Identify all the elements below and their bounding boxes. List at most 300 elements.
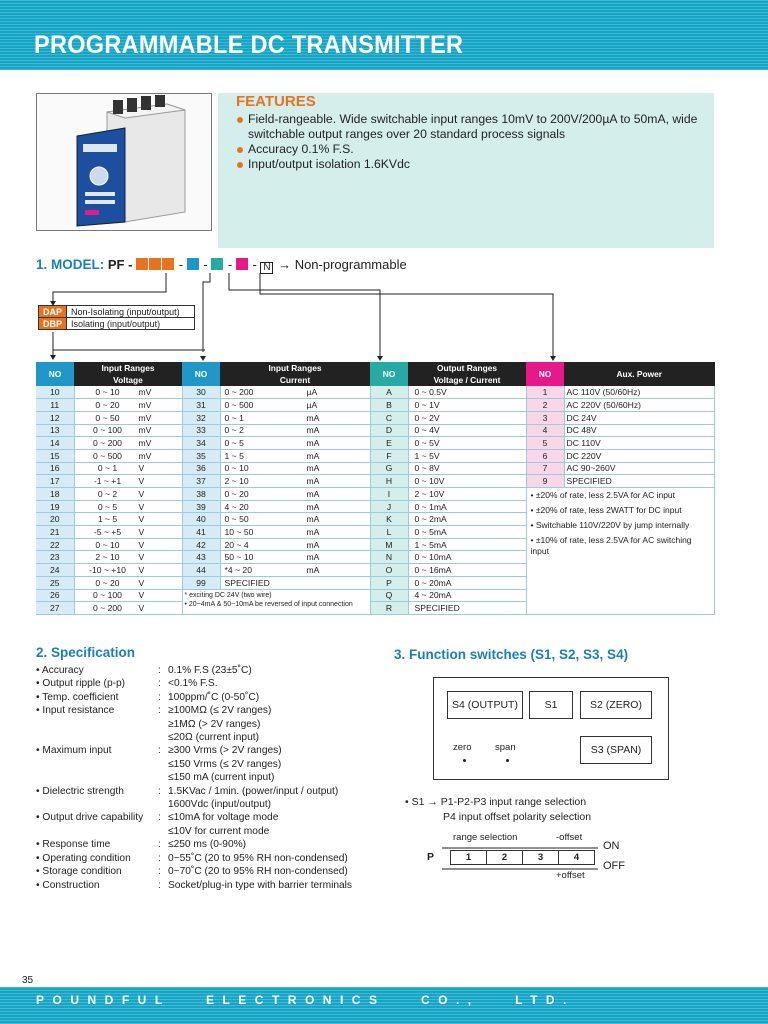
current-value: 0 ~ 200	[224, 387, 254, 398]
output-range: 4 ~ 20mA	[408, 589, 526, 602]
voltage-value: 0 ~ 20	[95, 400, 120, 411]
model-separator: -	[178, 257, 184, 272]
spec-colon: :	[158, 705, 161, 717]
voltage-no: 22	[36, 538, 74, 551]
spec-value: ≤10mA for voltage mode	[168, 812, 279, 824]
voltage-range	[74, 576, 182, 589]
spec-row	[36, 798, 352, 811]
voltage-unit: V	[138, 463, 145, 474]
output-range: 0 ~ 10V	[408, 475, 526, 488]
output-range: 0 ~ 20mA	[408, 576, 526, 589]
current-no: 43	[182, 551, 220, 564]
func-heading: 3. Function switches (S1, S2, S3, S4)	[394, 647, 629, 662]
current-unit: mA	[306, 412, 320, 423]
voltage-value: 0 ~ 10	[95, 539, 120, 550]
s2-zero-switch: S2 (ZERO)	[580, 691, 652, 719]
current-range	[220, 399, 370, 412]
current-value: 20 ~ 4	[224, 539, 249, 550]
voltage-unit: V	[138, 539, 145, 550]
spec-key	[36, 718, 158, 731]
spec-value: 0~70˚C (20 to 95% RH non-condensed)	[168, 866, 348, 878]
aux-notes	[526, 488, 715, 615]
spec-value: Socket/plug-in type with barrier terminals	[168, 879, 353, 891]
spec-colon	[158, 758, 168, 771]
col-input-current: Input Ranges Current	[220, 362, 370, 386]
output-no: I	[370, 488, 408, 501]
voltage-value: 0 ~ 20	[95, 577, 120, 588]
spec-value: 1.5KVac / 1min. (power/input / output)	[168, 785, 339, 797]
aux-no: 7	[526, 462, 564, 475]
voltage-unit: mV	[138, 425, 152, 436]
output-range: 0 ~ 1V	[408, 399, 526, 412]
spec-colon: :	[158, 785, 161, 797]
current-no: 30	[182, 386, 220, 399]
spec-key	[36, 758, 158, 771]
output-range: 0 ~ 8V	[408, 462, 526, 475]
voltage-unit: V	[138, 488, 145, 499]
voltage-no: 20	[36, 513, 74, 526]
current-range	[220, 500, 370, 513]
voltage-unit: V	[138, 526, 145, 537]
aux-no: 5	[526, 437, 564, 450]
voltage-no: 23	[36, 551, 74, 564]
output-range: 0 ~ 0.5V	[408, 386, 526, 399]
model-separator: -	[227, 257, 233, 272]
output-range: 0 ~ 5V	[408, 437, 526, 450]
dip-position: 1	[451, 851, 487, 865]
voltage-range	[74, 589, 182, 602]
current-unit: µA	[306, 400, 318, 411]
output-range: 1 ~ 5mA	[408, 538, 526, 551]
spec-table	[36, 664, 352, 892]
output-no: L	[370, 526, 408, 539]
function-switches-section	[394, 647, 714, 662]
table-row	[36, 386, 715, 399]
on-label: ON	[603, 840, 620, 852]
current-value: 0 ~ 10	[224, 463, 249, 474]
voltage-value: 0 ~ 1	[97, 463, 118, 474]
aux-note: • ±20% of rate, less 2.5VA for AC input	[530, 490, 676, 500]
output-range: 0 ~ 2mA	[408, 513, 526, 526]
col-no: NO	[36, 362, 74, 386]
current-unit: mA	[306, 552, 320, 563]
output-range: 2 ~ 10V	[408, 488, 526, 501]
current-value: 0 ~ 1	[224, 412, 244, 423]
current-value: 0 ~ 2	[224, 425, 244, 436]
current-unit: mA	[306, 438, 320, 449]
output-range: 0 ~ 10mA	[408, 551, 526, 564]
spec-row	[36, 744, 352, 757]
zero-pot	[463, 759, 466, 762]
voltage-no: 15	[36, 449, 74, 462]
current-value: 10 ~ 50	[224, 526, 254, 537]
spec-key: • Dielectric strength	[36, 785, 124, 797]
output-no: K	[370, 513, 408, 526]
voltage-range	[74, 424, 182, 437]
spec-row	[36, 785, 352, 798]
voltage-value: 0 ~ 2	[97, 488, 118, 499]
spec-row	[36, 718, 352, 731]
footer-banner	[0, 987, 768, 1024]
spec-colon: :	[158, 745, 161, 757]
spec-row	[36, 691, 352, 704]
output-range: 0 ~ 2V	[408, 411, 526, 424]
output-range: 0 ~ 16mA	[408, 564, 526, 577]
current-no: 44	[182, 564, 220, 577]
isolation-table	[38, 305, 195, 330]
current-range	[220, 437, 370, 450]
voltage-value: -1 ~ +1	[93, 476, 122, 487]
spec-colon: :	[158, 812, 161, 824]
spec-key	[36, 731, 158, 744]
spec-key: • Storage condition	[36, 866, 122, 878]
spec-key: • Temp. coefficient	[36, 691, 119, 703]
voltage-range	[74, 526, 182, 539]
aux-power: DC 24V	[564, 411, 715, 424]
spec-value: ≥300 Vrms (> 2V ranges)	[168, 745, 282, 757]
spec-key	[36, 771, 158, 784]
output-no: N	[370, 551, 408, 564]
output-no: O	[370, 564, 408, 577]
current-range	[220, 462, 370, 475]
ranges-header-row	[36, 362, 715, 386]
table-row	[36, 475, 715, 488]
current-unit: mA	[306, 526, 320, 537]
model-separator: -	[203, 257, 208, 272]
spec-row	[36, 852, 352, 865]
voltage-no: 13	[36, 424, 74, 437]
ranges-body	[36, 386, 715, 614]
output-no: D	[370, 424, 408, 437]
isolation-code: DAP	[39, 306, 67, 318]
spec-row	[36, 664, 352, 677]
current-value: SPECIFIED	[224, 577, 270, 588]
voltage-value: 1 ~ 5	[97, 514, 118, 525]
aux-power: DC 48V	[564, 424, 715, 437]
voltage-range	[74, 449, 182, 462]
spec-row	[36, 865, 352, 878]
voltage-unit: mV	[138, 412, 152, 423]
current-unit: mA	[306, 539, 320, 550]
voltage-no: 12	[36, 411, 74, 424]
current-value: 50 ~ 10	[224, 552, 254, 563]
spec-key: • Maximum input	[36, 745, 112, 757]
spec-value: ≥1MΩ (> 2V ranges)	[168, 718, 261, 730]
col-aux-power: Aux. Power	[564, 362, 715, 386]
output-no: A	[370, 386, 408, 399]
voltage-unit: mV	[138, 450, 152, 461]
current-value: *4 ~ 20	[224, 564, 252, 575]
current-value: 0 ~ 500	[224, 400, 254, 411]
spec-key: • Response time	[36, 839, 111, 851]
spec-colon	[158, 771, 168, 784]
feature-item: Accuracy 0.1% F.S.	[236, 142, 706, 157]
output-no: J	[370, 500, 408, 513]
voltage-range	[74, 500, 182, 513]
s1-selection-line2: P4 input offset polarity selection	[443, 811, 592, 823]
current-range	[220, 411, 370, 424]
current-unit: mA	[306, 501, 320, 512]
spec-colon: :	[158, 866, 161, 878]
current-unit: mA	[306, 476, 320, 487]
output-range: 0 ~ 1mA	[408, 500, 526, 513]
table-row	[36, 399, 715, 412]
spec-colon: :	[158, 839, 161, 851]
output-no: E	[370, 437, 408, 450]
spec-row	[36, 677, 352, 690]
voltage-value: -5 ~ +5	[93, 526, 122, 537]
table-row	[36, 411, 715, 424]
aux-note: • ±10% of rate, less 2.5VA for AC switching input	[530, 535, 692, 556]
aux-note: • ±20% of rate, less 2WATT for DC input	[530, 505, 682, 515]
spec-value: ≤150 mA (current input)	[168, 772, 275, 784]
current-unit: mA	[306, 463, 320, 474]
output-no: R	[370, 602, 408, 615]
voltage-value: 0 ~ 100	[93, 590, 122, 601]
model-nonprog-text: → Non-programmable	[278, 257, 407, 272]
current-range	[220, 576, 370, 589]
voltage-range	[74, 475, 182, 488]
current-notes	[182, 589, 370, 614]
voltage-no: 16	[36, 462, 74, 475]
voltage-value: 0 ~ 200	[93, 438, 122, 449]
voltage-unit: V	[138, 603, 145, 614]
current-value: 1 ~ 5	[224, 450, 244, 461]
voltage-unit: V	[138, 577, 145, 588]
current-no: 32	[182, 411, 220, 424]
current-no: 42	[182, 538, 220, 551]
voltage-unit: V	[138, 501, 145, 512]
col-no: NO	[370, 362, 408, 386]
model-n-box: N	[260, 262, 273, 274]
p-label: P	[427, 851, 435, 863]
specification-section	[36, 645, 396, 892]
current-range	[220, 513, 370, 526]
current-range	[220, 424, 370, 437]
current-unit: mA	[306, 425, 320, 436]
voltage-value: 0 ~ 50	[95, 412, 120, 423]
features-heading: FEATURES	[236, 93, 316, 110]
spec-key	[36, 798, 158, 811]
output-range: 0 ~ 4V	[408, 424, 526, 437]
voltage-no: 26	[36, 589, 74, 602]
voltage-unit: V	[138, 552, 145, 563]
table-row	[36, 437, 715, 450]
current-no: 33	[182, 424, 220, 437]
aux-no: 9	[526, 475, 564, 488]
output-no: C	[370, 411, 408, 424]
current-range	[220, 449, 370, 462]
current-range	[220, 564, 370, 577]
dip-position: 4	[559, 851, 595, 865]
voltage-range	[74, 551, 182, 564]
current-no: 41	[182, 526, 220, 539]
spec-value: ≤20Ω (current input)	[168, 732, 259, 744]
table-row	[36, 424, 715, 437]
spec-key: • Construction	[36, 879, 100, 891]
zero-label: zero	[453, 742, 472, 753]
current-no: 37	[182, 475, 220, 488]
table-row	[36, 488, 715, 501]
spec-row	[36, 825, 352, 838]
col-no: NO	[182, 362, 220, 386]
aux-no: 1	[526, 386, 564, 399]
voltage-unit: V	[138, 514, 145, 525]
voltage-unit: V	[138, 476, 145, 487]
dip-position: 2	[487, 851, 523, 865]
spec-key: • Output drive capability	[36, 812, 144, 824]
current-range	[220, 488, 370, 501]
spec-colon: :	[158, 852, 161, 864]
current-no: 99	[182, 576, 220, 589]
output-range: 1 ~ 5V	[408, 449, 526, 462]
spec-value: ≤150 Vrms (≤ 2V ranges)	[168, 758, 282, 770]
current-note: • 20~4mA & 50~10mA be reversed of input connection	[184, 600, 353, 608]
current-range	[220, 526, 370, 539]
voltage-no: 14	[36, 437, 74, 450]
isolation-row	[39, 306, 195, 318]
current-value: 4 ~ 20	[224, 501, 249, 512]
current-value: 0 ~ 50	[224, 514, 249, 525]
voltage-no: 11	[36, 399, 74, 412]
table-row	[36, 449, 715, 462]
current-no: 39	[182, 500, 220, 513]
voltage-value: -10 ~ +10	[89, 564, 126, 575]
output-range: SPECIFIED	[408, 602, 526, 615]
ranges-table	[36, 362, 715, 615]
voltage-range	[74, 564, 182, 577]
span-label: span	[495, 742, 516, 753]
voltage-range	[74, 399, 182, 412]
current-unit: mA	[306, 564, 320, 575]
spec-key: • Input resistance	[36, 705, 115, 717]
current-range	[220, 386, 370, 399]
feature-item: Field-rangeable. Wide switchable input ranges 10mV to 200V/200µA to 50mA, wide switchable output ranges over 20 standard process signals	[236, 112, 706, 142]
s1-switch: S1	[529, 691, 573, 719]
spec-colon: :	[158, 691, 161, 703]
aux-no: 4	[526, 424, 564, 437]
spec-row	[36, 838, 352, 851]
voltage-no: 10	[36, 386, 74, 399]
aux-power: DC 220V	[564, 449, 715, 462]
current-no: 38	[182, 488, 220, 501]
aux-power: AC 110V (50/60Hz)	[564, 386, 715, 399]
current-range	[220, 475, 370, 488]
dip-position: 3	[523, 851, 559, 865]
s3-span-switch: S3 (SPAN)	[580, 736, 652, 764]
spec-value: 1600Vdc (input/output)	[168, 799, 272, 811]
col-input-voltage: Input Ranges Voltage	[74, 362, 182, 386]
current-no: 40	[182, 513, 220, 526]
current-value: 2 ~ 10	[224, 476, 249, 487]
aux-power: AC 220V (50/60Hz)	[564, 399, 715, 412]
output-no: G	[370, 462, 408, 475]
voltage-range	[74, 488, 182, 501]
current-unit: mA	[306, 514, 320, 525]
current-range	[220, 538, 370, 551]
spec-colon: :	[158, 665, 161, 676]
spec-value: ≥100MΩ (≤ 2V ranges)	[168, 705, 272, 717]
output-no: Q	[370, 589, 408, 602]
current-unit: µA	[306, 387, 318, 398]
model-label: 1. MODEL:	[36, 257, 105, 272]
voltage-no: 27	[36, 602, 74, 615]
current-range	[220, 551, 370, 564]
spec-key: • Output ripple (p-p)	[36, 678, 126, 690]
spec-row	[36, 811, 352, 824]
voltage-no: 25	[36, 576, 74, 589]
spec-colon	[158, 798, 168, 811]
spec-row	[36, 758, 352, 771]
voltage-no: 17	[36, 475, 74, 488]
voltage-value: 0 ~ 100	[93, 425, 122, 436]
current-value: 0 ~ 5	[224, 438, 244, 449]
current-no: 34	[182, 437, 220, 450]
aux-note: • Switchable 110V/220V by jump internally	[530, 520, 690, 530]
voltage-no: 18	[36, 488, 74, 501]
spec-row	[36, 704, 352, 717]
voltage-value: 0 ~ 500	[93, 450, 122, 461]
col-output: Output Ranges Voltage / Current	[408, 362, 526, 386]
voltage-unit: mV	[138, 387, 152, 398]
spec-colon	[158, 731, 168, 744]
voltage-range	[74, 411, 182, 424]
current-unit: mA	[306, 450, 320, 461]
output-no: B	[370, 399, 408, 412]
spec-colon	[158, 718, 168, 731]
spec-heading: 2. Specification	[36, 645, 136, 660]
spec-row	[36, 731, 352, 744]
voltage-unit: V	[138, 590, 145, 601]
spec-row	[36, 771, 352, 784]
aux-power: AC 90~260V	[564, 462, 715, 475]
page-title: PROGRAMMABLE DC TRANSMITTER	[34, 31, 464, 59]
voltage-unit: mV	[138, 438, 152, 449]
spec-key: • Accuracy	[36, 665, 84, 676]
model-prefix: PF -	[107, 257, 133, 272]
s4-output-switch: S4 (OUTPUT)	[447, 691, 523, 719]
aux-power: DC 110V	[564, 437, 715, 450]
aux-no: 6	[526, 449, 564, 462]
isolation-desc: Isolating (input/output)	[67, 318, 195, 330]
voltage-range	[74, 386, 182, 399]
table-row	[36, 462, 715, 475]
isolation-row	[39, 318, 195, 330]
output-range: 0 ~ 5mA	[408, 526, 526, 539]
voltage-no: 19	[36, 500, 74, 513]
spec-row	[36, 879, 352, 892]
voltage-no: 24	[36, 564, 74, 577]
output-no: P	[370, 576, 408, 589]
page-number: 35	[22, 975, 34, 986]
current-no: 35	[182, 449, 220, 462]
company-name: POUNDFUL ELECTRONICS CO., LTD.	[36, 993, 575, 1007]
s1-selection-line1: • S1 → P1-P2-P3 input range selection	[405, 796, 587, 808]
spec-colon: :	[158, 678, 161, 690]
voltage-range	[74, 602, 182, 615]
voltage-no: 21	[36, 526, 74, 539]
output-no: M	[370, 538, 408, 551]
range-selection-label: range selection	[453, 832, 518, 843]
current-note: * exciting DC 24V (two wire)	[184, 591, 272, 599]
off-label: OFF	[603, 860, 625, 872]
voltage-unit: mV	[138, 400, 152, 411]
voltage-unit: V	[138, 564, 145, 575]
spec-value: ≤250 ms (0-90%)	[168, 839, 247, 851]
output-no: H	[370, 475, 408, 488]
output-no: F	[370, 449, 408, 462]
aux-power: SPECIFIED	[564, 475, 715, 488]
